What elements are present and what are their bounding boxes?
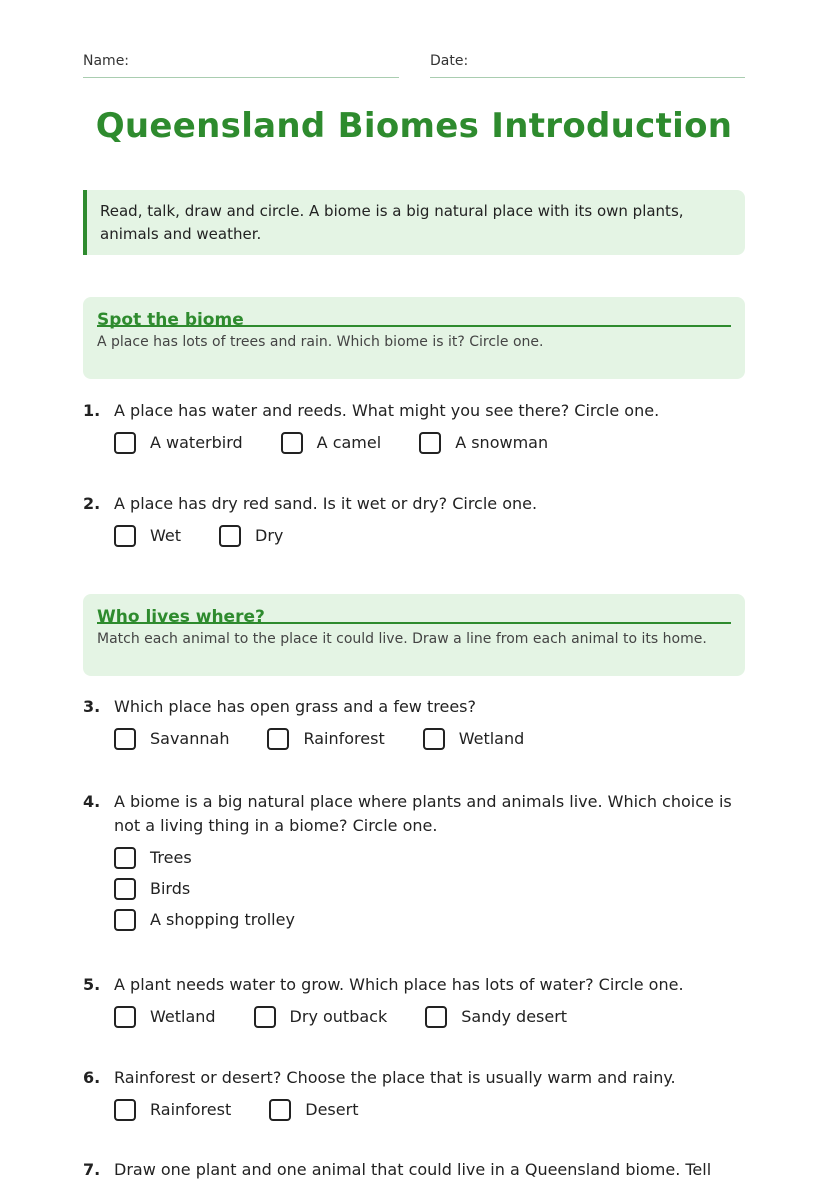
question-number: 1. [83,401,101,420]
question-number: 3. [83,697,101,716]
option-label: A snowman [455,433,549,452]
option-shopping-trolley[interactable] [114,908,295,932]
question-text: A biome is a big natural place where plants and animals live. Which choice is not a living thing in a biome? Circle one. [114,792,732,835]
checkbox[interactable] [114,878,136,900]
option-rainforest[interactable] [267,727,384,751]
checkbox[interactable] [254,1006,276,1028]
question-text: A plant needs water to grow. Which place has lots of water? Circle one. [114,975,684,994]
answer-options [114,524,753,548]
option-wet[interactable] [114,524,181,548]
question-number: 5. [83,975,101,994]
question-text: Rainforest or desert? Choose the place that is usually warm and rainy. [114,1068,676,1087]
option-label: Wet [150,526,181,545]
option-dry[interactable] [219,524,283,548]
section-instruction: A place has lots of trees and rain. Which biome is it? Circle one. [97,334,544,350]
option-label: A camel [316,433,382,452]
checkbox[interactable] [114,1006,136,1028]
checkbox[interactable] [219,525,241,547]
option-birds[interactable] [114,877,190,901]
page-title: Queensland Biomes Introduction [95,106,733,146]
option-trees[interactable] [114,846,192,870]
option-a-camel[interactable] [281,431,382,455]
question-2 [83,492,753,548]
option-desert[interactable] [269,1098,358,1122]
question-number: 7. [83,1160,101,1179]
checkbox[interactable] [419,432,441,454]
option-label: Birds [150,879,191,898]
option-label: Dry outback [289,1007,388,1026]
question-4 [83,790,753,939]
answer-options [114,846,753,939]
option-a-waterbird[interactable] [114,431,243,455]
question-text: Which place has open grass and a few trees? [114,697,476,716]
checkbox[interactable] [114,728,136,750]
checkbox[interactable] [114,1099,136,1121]
checkbox[interactable] [114,525,136,547]
question-number: 6. [83,1068,101,1087]
checkbox[interactable] [114,847,136,869]
option-label: Savannah [150,729,230,748]
option-label: Wetland [150,1007,216,1026]
answer-options [114,1098,753,1122]
question-text: A place has dry red sand. Is it wet or dry? Circle one. [114,494,538,513]
option-dry-outback[interactable] [254,1005,388,1029]
option-rainforest[interactable] [114,1098,231,1122]
answer-options [114,1005,753,1029]
option-wetland[interactable] [114,1005,216,1029]
question-text: A place has water and reeds. What might you see there? Circle one. [114,401,660,420]
option-a-snowman[interactable] [419,431,548,455]
question-number: 2. [83,494,101,513]
name-field[interactable] [83,52,399,78]
option-label: Wetland [458,729,525,748]
question-text: Draw one plant and one animal that could live in a Queensland biome. Tell [114,1160,712,1179]
checkbox[interactable] [269,1099,291,1121]
question-number: 4. [83,792,101,811]
checkbox[interactable] [281,432,303,454]
section-who-lives-where [83,594,745,676]
option-sandy-desert[interactable] [425,1005,567,1029]
checkbox[interactable] [114,909,136,931]
option-wetland[interactable] [423,727,525,751]
question-5 [83,973,753,1029]
option-label: Sandy desert [461,1007,568,1026]
checkbox[interactable] [267,728,289,750]
checkbox[interactable] [114,432,136,454]
option-label: A waterbird [150,433,243,452]
option-label: Rainforest [303,729,385,748]
name-label: Name: [83,53,130,69]
date-label: Date: [430,53,469,69]
date-field[interactable] [430,52,745,78]
intro-box: Read, talk, draw and circle. A biome is a big natural place with its own plants, animals and weather. [83,190,745,255]
section-title [97,297,731,330]
option-savannah[interactable] [114,727,229,751]
checkbox[interactable] [423,728,445,750]
answer-options [114,431,753,455]
option-label: A shopping trolley [150,910,295,929]
section-instruction: Match each animal to the place it could live. Draw a line from each animal to its home. [97,631,707,647]
option-label: Desert [305,1100,359,1119]
section-spot-the-biome [83,297,745,379]
section-title [97,594,731,627]
question-3 [83,695,753,751]
option-label: Rainforest [150,1100,232,1119]
section-title-text: Spot the biome [97,310,244,330]
question-6 [83,1066,753,1122]
answer-options [114,727,753,751]
option-label: Trees [150,848,192,867]
checkbox[interactable] [425,1006,447,1028]
question-7 [83,1158,753,1182]
section-title-text: Who lives where? [97,607,265,627]
option-label: Dry [255,526,284,545]
question-1 [83,399,753,455]
